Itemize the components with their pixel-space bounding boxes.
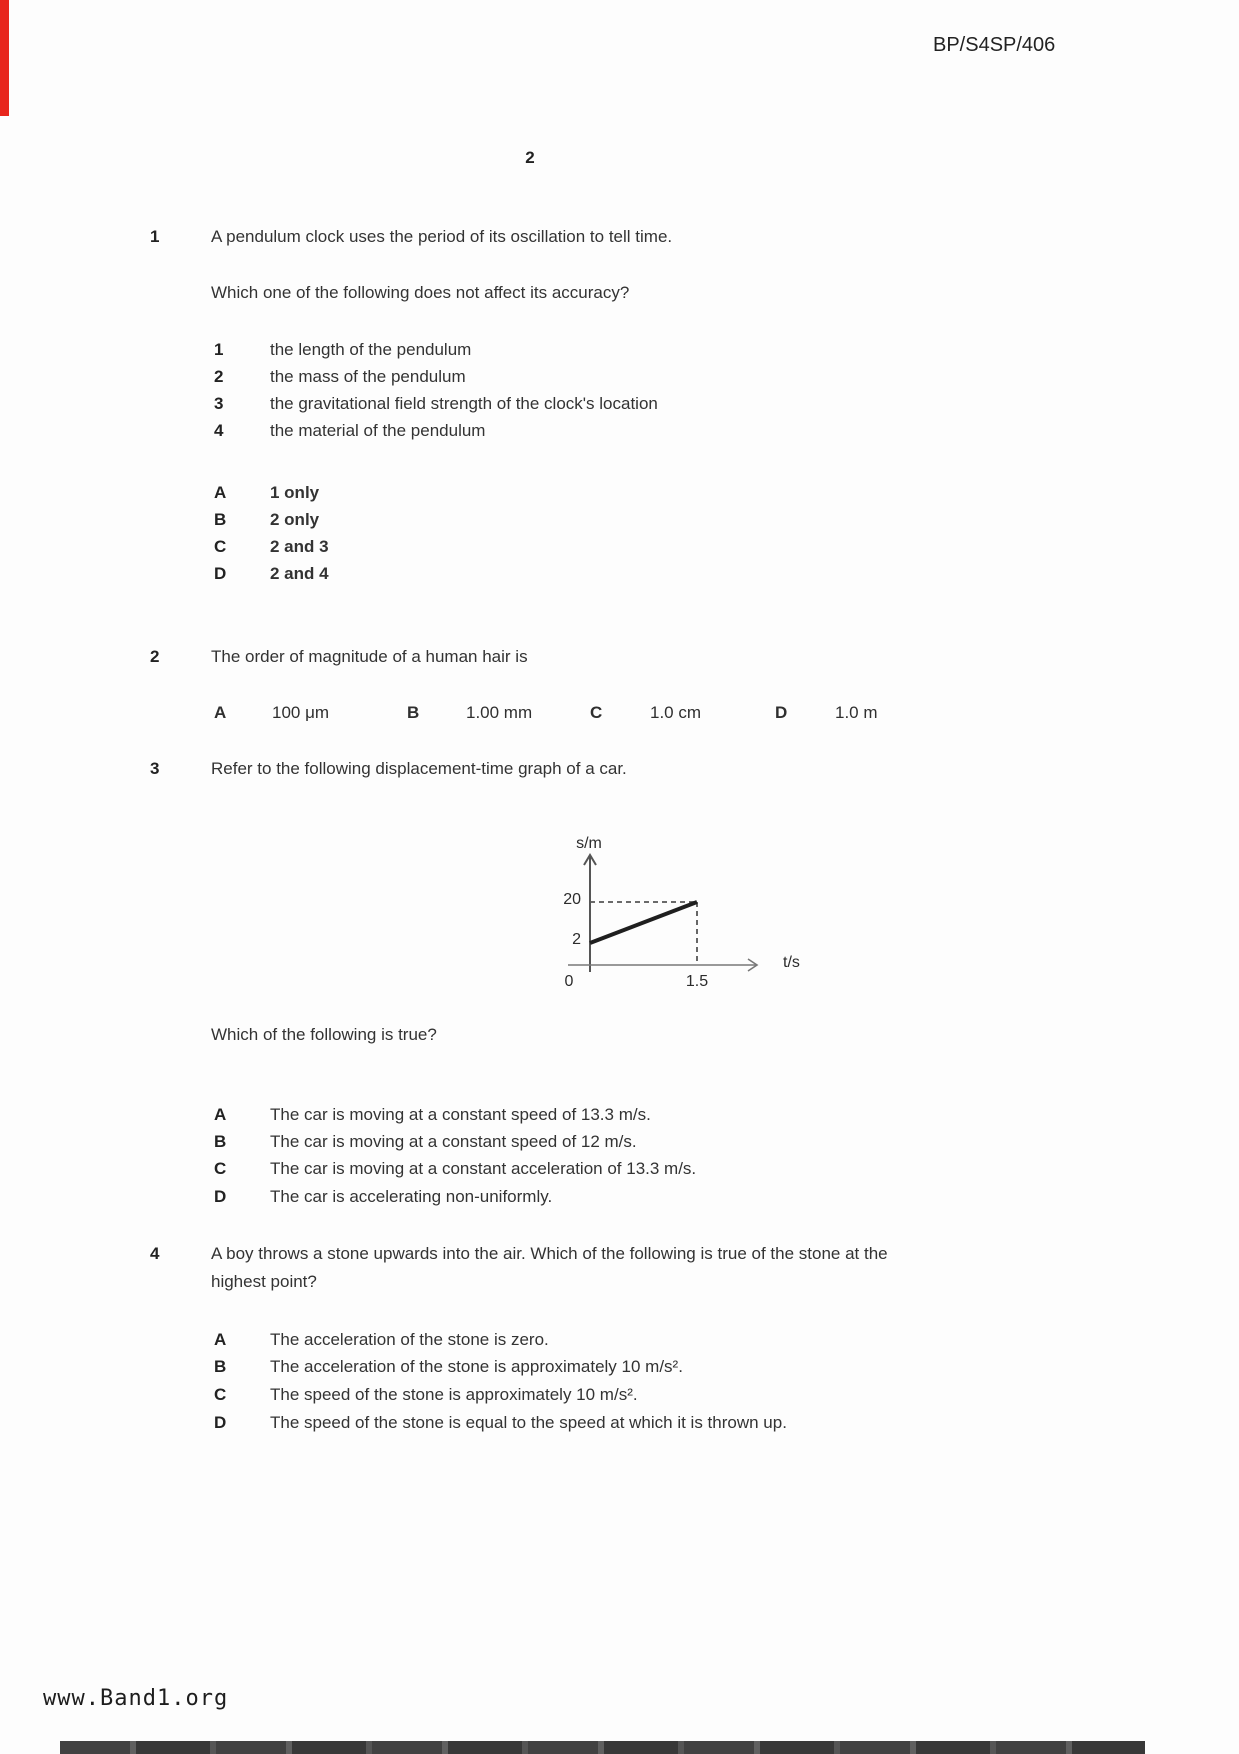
q3-option-B-letter: B xyxy=(214,1132,227,1151)
question-1-text: A pendulum clock uses the period of its oscillation to tell time. xyxy=(211,227,673,246)
q2-option-B-text: 1.00 mm xyxy=(466,703,533,722)
footer-url: www.Band1.org xyxy=(43,1686,229,1711)
q1-item-2-number: 2 xyxy=(214,367,224,386)
graph-ytick-2: 2 xyxy=(572,931,581,948)
scan-red-strip xyxy=(0,0,9,116)
graph-origin: 0 xyxy=(564,973,574,990)
scan-bottom-edge xyxy=(60,1741,1145,1754)
paper-code: BP/S4SP/406 xyxy=(933,34,1056,56)
q1-item-4-text: the material of the pendulum xyxy=(270,421,486,440)
q3-option-B-text: The car is moving at a constant speed of 12 m/s. xyxy=(270,1132,637,1151)
q3-option-C-text: The car is moving at a constant acceleration of 13.3 m/s. xyxy=(270,1159,697,1178)
q4-option-A-text: The acceleration of the stone is zero. xyxy=(270,1330,549,1349)
q4-option-C-letter: C xyxy=(214,1385,227,1404)
q1-option-C-letter: C xyxy=(214,537,227,556)
graph-xlabel: t/s xyxy=(783,954,800,971)
question-2-text: The order of magnitude of a human hair is xyxy=(211,647,528,666)
graph-ylabel: s/m xyxy=(576,835,602,852)
q1-item-1-number: 1 xyxy=(214,340,224,359)
q1-option-D-text: 2 and 4 xyxy=(270,564,329,583)
graph-xtick-1-5: 1.5 xyxy=(685,973,709,990)
question-4-number: 4 xyxy=(150,1244,160,1263)
q1-item-1-text: the length of the pendulum xyxy=(270,340,472,359)
q1-option-B-text: 2 only xyxy=(270,510,320,529)
question-1-subtext: Which one of the following does not affect its accuracy? xyxy=(211,283,630,302)
q1-option-C-text: 2 and 3 xyxy=(270,537,329,556)
q4-option-B-letter: B xyxy=(214,1357,227,1376)
displacement-time-graph xyxy=(545,835,835,1000)
question-2-number: 2 xyxy=(150,647,160,666)
q4-option-D-text: The speed of the stone is equal to the speed at which it is thrown up. xyxy=(270,1413,787,1432)
q2-option-A-text: 100 μm xyxy=(272,703,330,722)
q1-item-4-number: 4 xyxy=(214,421,224,440)
q3-option-D-text: The car is accelerating non-uniformly. xyxy=(270,1187,553,1206)
q3-option-A-text: The car is moving at a constant speed of 13.3 m/s. xyxy=(270,1105,651,1124)
q3-option-C-letter: C xyxy=(214,1159,227,1178)
q4-option-A-letter: A xyxy=(214,1330,227,1349)
q1-option-B-letter: B xyxy=(214,510,227,529)
q1-option-A-letter: A xyxy=(214,483,227,502)
q3-option-A-letter: A xyxy=(214,1105,227,1124)
question-1-number: 1 xyxy=(150,227,160,246)
q3-option-D-letter: D xyxy=(214,1187,227,1206)
q4-option-B-text: The acceleration of the stone is approximately 10 m/s². xyxy=(270,1357,683,1376)
q1-item-3-number: 3 xyxy=(214,394,224,413)
q1-item-2-text: the mass of the pendulum xyxy=(270,367,466,386)
question-3-text: Refer to the following displacement-time graph of a car. xyxy=(211,759,627,778)
page-number: 2 xyxy=(525,148,535,167)
q2-option-A-letter: A xyxy=(214,703,227,722)
q2-option-D-letter: D xyxy=(775,703,788,722)
q2-option-C-text: 1.0 cm xyxy=(650,703,702,722)
question-4-text-line1: A boy throws a stone upwards into the air. Which of the following is true of the stone at the xyxy=(211,1244,888,1263)
q2-option-B-letter: B xyxy=(407,703,420,722)
q1-option-A-text: 1 only xyxy=(270,483,320,502)
question-3-subtext: Which of the following is true? xyxy=(211,1025,437,1044)
question-4-text-line2: highest point? xyxy=(211,1272,317,1291)
q1-item-3-text: the gravitational field strength of the clock's location xyxy=(270,394,658,413)
graph-ytick-20: 20 xyxy=(563,891,581,908)
q2-option-C-letter: C xyxy=(590,703,603,722)
q2-option-D-text: 1.0 m xyxy=(835,703,878,722)
q1-option-D-letter: D xyxy=(214,564,227,583)
q4-option-C-text: The speed of the stone is approximately 10 m/s². xyxy=(270,1385,638,1404)
question-3-number: 3 xyxy=(150,759,160,778)
q4-option-D-letter: D xyxy=(214,1413,227,1432)
